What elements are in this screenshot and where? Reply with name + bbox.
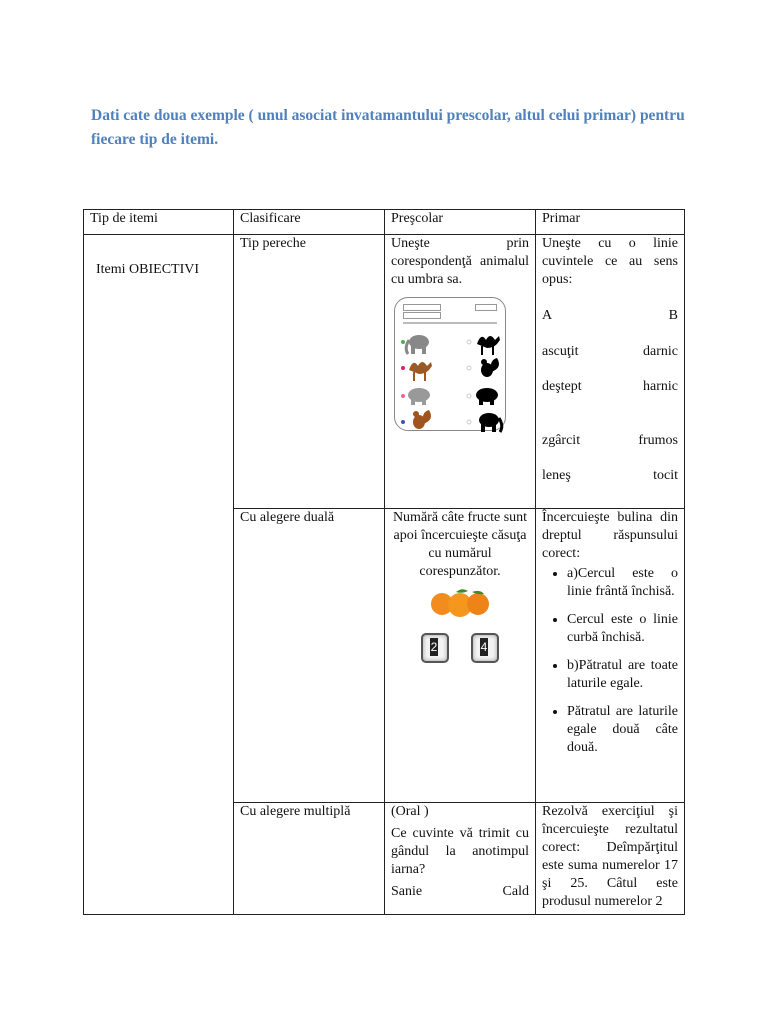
word-options: Sanie Cald [391, 884, 529, 899]
prim-exercise: Rezolvă exerciţiul şi încercuieşte rezultatul corect: Deîmpărţitul este suma numerelor 17 şi 25. Câtul este produsul numerelor 2 [542, 804, 678, 909]
squirrel-shadow-icon [481, 358, 499, 377]
die-icon[interactable]: 2 [421, 633, 449, 663]
pair-row: zgârcit frumos [542, 433, 678, 448]
items-table [83, 209, 685, 915]
table-header-row [84, 210, 685, 235]
orange-fruit-icon [391, 587, 529, 623]
presc-cell-dual [385, 509, 536, 803]
oral-label: (Oral ) [391, 804, 429, 819]
header-primar: Primar [536, 210, 685, 235]
pair-row: deştept harnic [542, 379, 678, 394]
presc-instruction: Numără câte fructe sunt apoi încercuieşte căsuţa cu numărul corespunzător. [392, 510, 528, 579]
prim-cell-multiple [536, 803, 685, 915]
column-b-label: B [668, 308, 678, 323]
assignment-heading: Dati cate doua exemple ( unul asociat invatamantului prescolar, altul celui primar) pentru fiecare tip de itemi. [91, 107, 685, 148]
presc-instruction: Uneşte prin corespondenţă animalul cu umbra sa. [391, 236, 529, 287]
elephant-icon [406, 335, 429, 354]
pair-row: ascuţit darnic [542, 344, 678, 359]
prim-cell-pairs [536, 235, 685, 509]
animal-shadow-worksheet [394, 297, 506, 431]
presc-cell-pairs [385, 235, 536, 509]
pair-row: leneş tocit [542, 468, 678, 483]
list-item: • Cercul este o linie curbă închisă. [567, 611, 678, 647]
list-item: • a)Cercul este o linie frântă închisă. [567, 565, 678, 601]
list-item: • b)Pătratul are toate laturile egale. [567, 657, 678, 693]
type-cell [84, 235, 234, 915]
header-clasificare: Clasificare [234, 210, 385, 235]
class-cell-dual [234, 509, 385, 803]
type-label: Itemi OBIECTIVI [96, 262, 200, 277]
presc-question: Ce cuvinte vă trimit cu gândul la anotimpul iarna? [391, 826, 529, 877]
prim-cell-dual [536, 509, 685, 803]
list-item: • Pătratul are laturile egale două câte două. [567, 703, 678, 757]
squirrel-icon [413, 410, 431, 429]
hippo-icon [408, 388, 430, 405]
class-cell-multiple [234, 803, 385, 915]
class-label: Tip pereche [240, 236, 306, 251]
presc-cell-multiple [385, 803, 536, 915]
table-row-pairs [84, 235, 685, 509]
camel-shadow-icon [477, 336, 500, 355]
elephant-shadow-icon [479, 413, 502, 432]
answer-list [542, 565, 678, 757]
die-icon[interactable]: 4 [471, 633, 499, 663]
pair-columns-header [542, 307, 678, 325]
animals-figure [395, 326, 505, 436]
header-prescolar: Preşcolar [385, 210, 536, 235]
header-tip-itemi: Tip de itemi [84, 210, 234, 235]
class-label: Cu alegere multiplă [240, 804, 351, 819]
prim-instruction-dual: Încercuieşte bulina din dreptul răspunsului corect: [542, 510, 678, 561]
dice-choice [391, 633, 529, 669]
hippo-shadow-icon [476, 388, 498, 405]
prim-instruction-pairs: Uneşte cu o linie cuvintele ce au sens opus: [542, 236, 678, 287]
camel-icon [409, 362, 432, 381]
column-a-label: A [542, 308, 552, 323]
class-cell-pairs [234, 235, 385, 509]
class-label: Cu alegere duală [240, 510, 335, 525]
